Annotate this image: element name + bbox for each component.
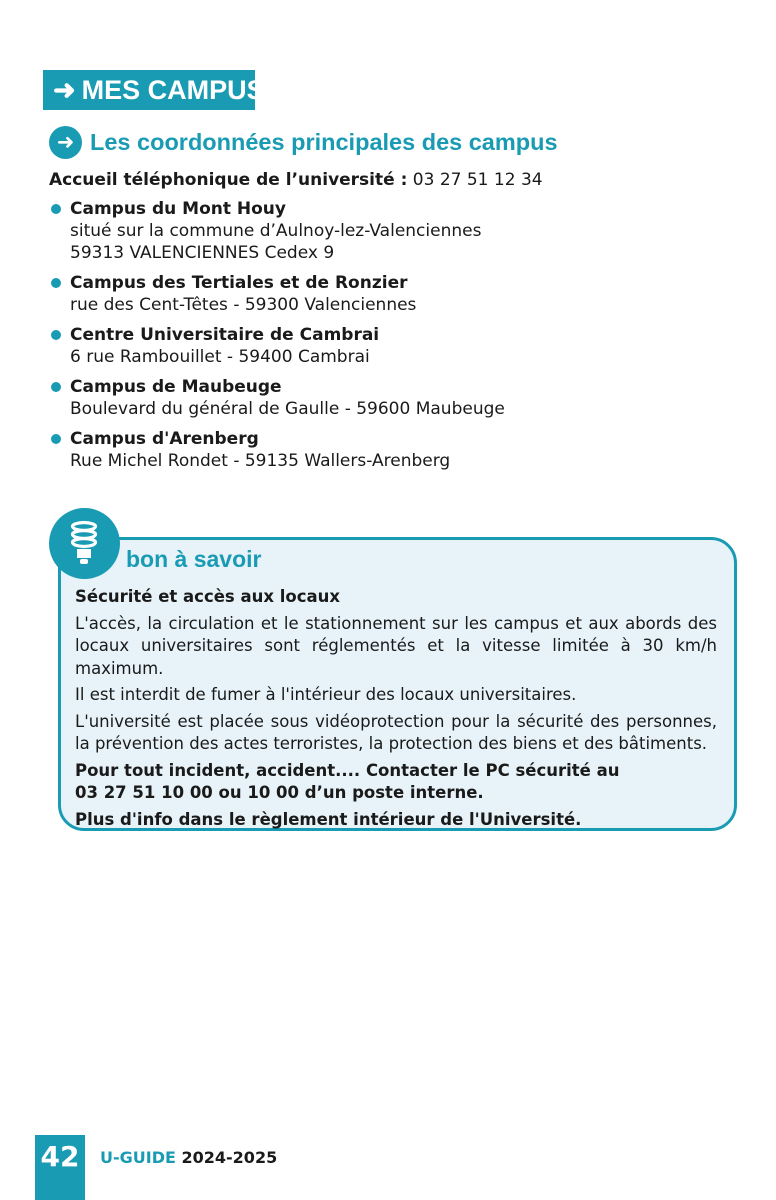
section-tag	[43, 70, 265, 110]
subheading	[49, 125, 558, 159]
campus-item	[49, 376, 739, 420]
campus-item	[49, 272, 739, 316]
campus-address-line: Rue Michel Rondet - 59135 Wallers-Arenberg	[70, 451, 451, 471]
info-paragraph: L'université est placée sous vidéoprotection pour la sécurité des personnes, la prévention des actes terroristes, la protection des biens et des bâtiments.	[75, 711, 717, 753]
arrow-right-icon: ➜	[53, 75, 76, 105]
more-info: Plus d'info dans le règlement intérieur de l'Université.	[75, 809, 582, 829]
bullet-dot-icon	[51, 382, 61, 392]
footer-title	[100, 1148, 277, 1168]
phone-label: Accueil téléphonique de l’université :	[49, 170, 408, 190]
bullet-dot-icon	[51, 278, 61, 288]
campus-list	[49, 198, 739, 480]
bullet-dot-icon	[51, 330, 61, 340]
info-box-body	[75, 586, 717, 835]
page-number: 42	[35, 1135, 85, 1200]
campus-address-line: 6 rue Rambouillet - 59400 Cambrai	[70, 347, 370, 367]
circle-arrow-icon: ➜	[49, 126, 82, 159]
campus-address-line: situé sur la commune d’Aulnoy-lez-Valenciennes	[70, 221, 482, 241]
campus-item	[49, 324, 739, 368]
campus-item	[49, 428, 739, 472]
campus-name: Campus d'Arenberg	[70, 429, 259, 449]
footer-year: 2024-2025	[181, 1148, 278, 1167]
campus-address-line: rue des Cent-Têtes - 59300 Valenciennes	[70, 295, 417, 315]
phone-number: 03 27 51 12 34	[412, 170, 543, 190]
lightbulb-icon	[49, 508, 120, 579]
incident-line: Pour tout incident, accident.... Contacter le PC sécurité au	[75, 760, 620, 780]
incident-contact	[75, 760, 717, 805]
info-paragraph: Il est interdit de fumer à l'intérieur des locaux universitaires.	[75, 685, 577, 704]
phone-line	[49, 168, 543, 192]
campus-address-line: 59313 VALENCIENNES Cedex 9	[70, 243, 335, 263]
subheading-text: Les coordonnées principales des campus	[90, 128, 558, 155]
incident-phone: 03 27 51 10 00 ou 10 00 d’un poste interne.	[75, 783, 484, 802]
campus-address-line: Boulevard du général de Gaulle - 59600 Maubeuge	[70, 399, 505, 419]
section-tag-label: MES CAMPUS	[81, 75, 265, 105]
info-paragraph: L'accès, la circulation et le stationnement sur les campus et aux abords des locaux universitaires sont réglementés et la vitesse limitée à 30 km/h maximum.	[75, 613, 717, 678]
bullet-dot-icon	[51, 204, 61, 214]
footer-brand: U-GUIDE	[100, 1148, 176, 1167]
info-box-heading: Sécurité et accès aux locaux	[75, 587, 341, 606]
campus-name: Campus du Mont Houy	[70, 199, 286, 219]
campus-name: Campus de Maubeuge	[70, 377, 282, 397]
bullet-dot-icon	[51, 434, 61, 444]
campus-name: Centre Universitaire de Cambrai	[70, 325, 380, 345]
campus-item	[49, 198, 739, 264]
info-box-title: bon à savoir	[126, 546, 262, 572]
campus-name: Campus des Tertiales et de Ronzier	[70, 273, 408, 293]
